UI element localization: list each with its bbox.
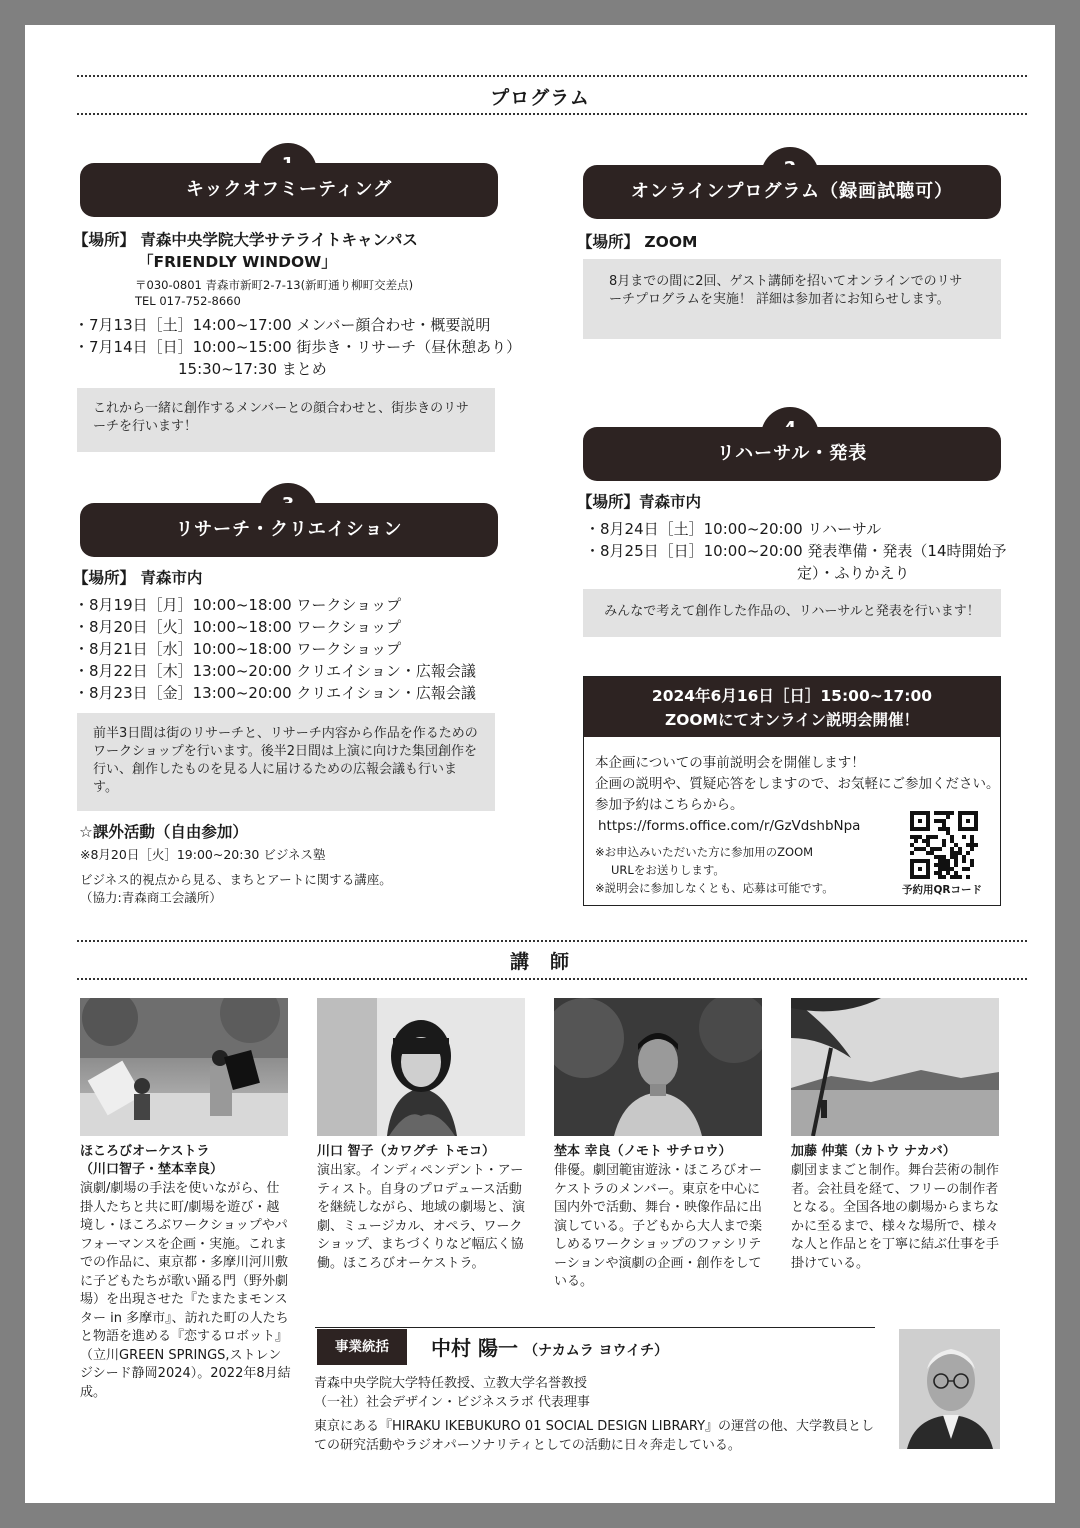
briefing-body-1: 本企画についての事前説明会を開催します！ <box>595 755 865 771</box>
step-1-tel: TEL 017-752-8660 <box>135 294 241 308</box>
program-title: プログラム <box>490 87 590 109</box>
briefing-note-2: URLをお送りします。 <box>611 863 725 877</box>
divider-lecturers-bottom <box>77 978 1027 980</box>
briefing-note-1: ※お申込みいただいた方に参加用のZOOM <box>595 845 814 859</box>
divider-program-bottom <box>77 113 1027 115</box>
step-1-address: 〒030-0801 青森市新町2-7-13(新町通り柳町交差点) <box>135 278 414 292</box>
briefing-headline: ZOOMにてオンライン説明会開催！ <box>664 711 920 729</box>
step-3-schedule-1: ・8月19日［月］10:00~18:00 ワークショップ <box>74 596 402 614</box>
divider-lecturers-top <box>77 940 1027 942</box>
step-3-note: 前半3日間は街のリサーチと、リサーチ内容から作品を作るためのワークショップを行います。後半2日間は上演に向けた集団創作を行い、創作したものを見る人に届けるための広報会議も行います。 <box>77 713 495 811</box>
step-4-note: みんなで考えて創作した作品の、リハーサルと発表を行います！ <box>583 589 1001 637</box>
director-badge: 事業統括 <box>317 1329 407 1365</box>
step-1-schedule-1: ・7月13日［土］14:00~17:00 メンバー顔合わせ・概要説明 <box>74 316 491 334</box>
step-4-schedule-1: ・8月24日［土］10:00~20:00 リハーサル <box>585 520 882 538</box>
briefing-date: 2024年6月16日［日］15:00~17:00 <box>651 687 933 705</box>
briefing-body-2: 企画の説明や、質疑応答をしますので、お気軽にご参加ください。 <box>595 776 1000 792</box>
qr-code-icon[interactable] <box>910 811 978 879</box>
step-4-banner: リハーサル・発表 <box>583 427 1001 481</box>
qr-caption: 予約用QRコード <box>902 884 983 896</box>
flyer-back-page <box>25 25 1055 1503</box>
step-1-schedule-3: 15:30~17:30 まとめ <box>178 360 327 378</box>
lecturer-1-bio: 演劇/劇場の手法を使いながら、仕掛人たちと共に町/劇場を遊び・越境し・ほころぶワークショップやパフォーマンスを企画・実施。これまでの作品に、東京都・多摩川河川敷に子どもたちが歌い踊る門（野外劇場）を出現させた『たまたまモンスター in 多摩市』、訪れた町の人たちと物語を進める『恋するロボット』（立川GREEN SPRINGS,ストレンジシード静岡2024）。2022年8月結成。 <box>80 1181 291 1400</box>
lecturers-title: 講 師 <box>509 951 570 973</box>
photo-hokorobi-orchestra <box>80 998 288 1136</box>
step-1-note: これから一緒に創作するメンバーとの顔合わせと、街歩きのリサーチを行います！ <box>77 388 495 452</box>
extra-activity-date: ※8月20日［火］19:00~20:30 ビジネス塾 <box>80 847 326 862</box>
step-2-place: 【場所】 ZOOM <box>577 233 698 251</box>
director-title-1: 青森中央学院大学特任教授、立教大学名誉教授 <box>314 1376 588 1391</box>
step-1-place: 【場所】 青森中央学院大学サテライトキャンパス <box>73 231 418 249</box>
photo-nakamura-youichi <box>899 1329 1000 1449</box>
step-4-schedule-3: 定）・ふりかえり <box>797 564 910 582</box>
director-desc: 東京にある『HIRAKU IKEBUKURO 01 SOCIAL DESIGN LIBRARY』の運営の他、大学教員としての研究活動やラジオパーソナリティとしての活動に日々奔走している。 <box>314 1419 875 1453</box>
lecturer-1-members: （川口智子・埜本幸良） <box>80 1162 224 1177</box>
photo-katou-nakaba <box>791 998 999 1136</box>
briefing-box <box>583 676 1001 906</box>
step-3-place: 【場所】 青森市内 <box>73 569 203 587</box>
step-3-schedule-3: ・8月21日［水］10:00~18:00 ワークショップ <box>74 640 402 658</box>
extra-activity-title: ☆課外活動（自由参加） <box>79 823 248 841</box>
step-3-schedule-2: ・8月20日［火］10:00~18:00 ワークショップ <box>74 618 402 636</box>
briefing-url[interactable]: https://forms.office.com/r/GzVdshbNpa <box>598 818 861 834</box>
lecturer-2-bio: 演出家。インディペンデント・アーティスト。自身のプロデュース活動を継続しながら、地域の劇場と、演劇、ミュージカル、オペラ、ワークショップ、まちづくりなど幅広く協働。ほころびオーケストラ。 <box>317 1163 526 1271</box>
step-2-banner: オンラインプログラム（録画試聴可） <box>583 165 1001 219</box>
step-1-schedule-2: ・7月14日［日］10:00~15:00 街歩き・リサーチ（昼休憩あり） <box>74 338 522 356</box>
photo-kawaguchi-tomoko <box>317 998 525 1136</box>
director-title-2: （一社）社会デザイン・ビジネスラボ 代表理事 <box>314 1395 590 1410</box>
director-name: 中村 陽一 （ナカムラ ヨウイチ） <box>431 1336 669 1360</box>
step-4-place: 【場所】青森市内 <box>577 493 702 511</box>
step-2-note: 8月までの間に2回、ゲスト講師を招いてオンラインでのリサーチプログラムを実施！ 詳細は参加者にお知らせします。 <box>583 259 1001 339</box>
extra-activity-cooperation: （協力:青森商工会議所） <box>80 890 222 905</box>
photo-nomoto-sachirou <box>554 998 762 1136</box>
lecturer-4-name: 加藤 仲葉（カトウ ナカバ） <box>791 1144 956 1159</box>
step-4-schedule-2: ・8月25日［日］10:00~20:00 発表準備・発表（14時開始予 <box>585 542 1007 560</box>
lecturer-4-bio: 劇団ままごと制作。舞台芸術の制作者。会社員を経て、フリーの制作者となる。全国各地の劇場からまちなかに至るまで、様々な場所で、様々な人と作品とを丁寧に結ぶ仕事を手掛けている。 <box>791 1163 1000 1271</box>
step-3-banner: リサーチ・クリエイション <box>80 503 498 557</box>
step-1-place-name: 「FRIENDLY WINDOW」 <box>138 253 337 271</box>
lecturer-3-bio: 俳優。劇団範宙遊泳・ほころびオーケストラのメンバー。東京を中心に国内外で活動、舞台・映像作品に出演している。子どもから大人まで楽しめるワークショップのファシリテーションや演劇の企画・創作をしている。 <box>554 1163 763 1289</box>
lecturer-2-name: 川口 智子（カワグチ トモコ） <box>317 1144 496 1159</box>
briefing-body-3: 参加予約はこちらから。 <box>595 797 744 813</box>
lecturer-3-name: 埜本 幸良（ノモト サチロウ） <box>554 1144 732 1159</box>
briefing-header <box>584 677 1000 737</box>
step-3-schedule-4: ・8月22日［木］13:00~20:00 クリエイション・広報会議 <box>74 662 476 680</box>
step-1-banner: キックオフミーティング <box>80 163 498 217</box>
extra-activity-desc: ビジネス的視点から見る、まちとアートに関する講座。 <box>80 872 392 887</box>
divider-top <box>77 75 1027 77</box>
director-rule <box>315 1327 875 1328</box>
lecturer-1-name: ほころびオーケストラ <box>80 1144 210 1159</box>
step-3-schedule-5: ・8月23日［金］13:00~20:00 クリエイション・広報会議 <box>74 684 476 702</box>
briefing-note-3: ※説明会に参加しなくとも、応募は可能です。 <box>595 881 834 895</box>
